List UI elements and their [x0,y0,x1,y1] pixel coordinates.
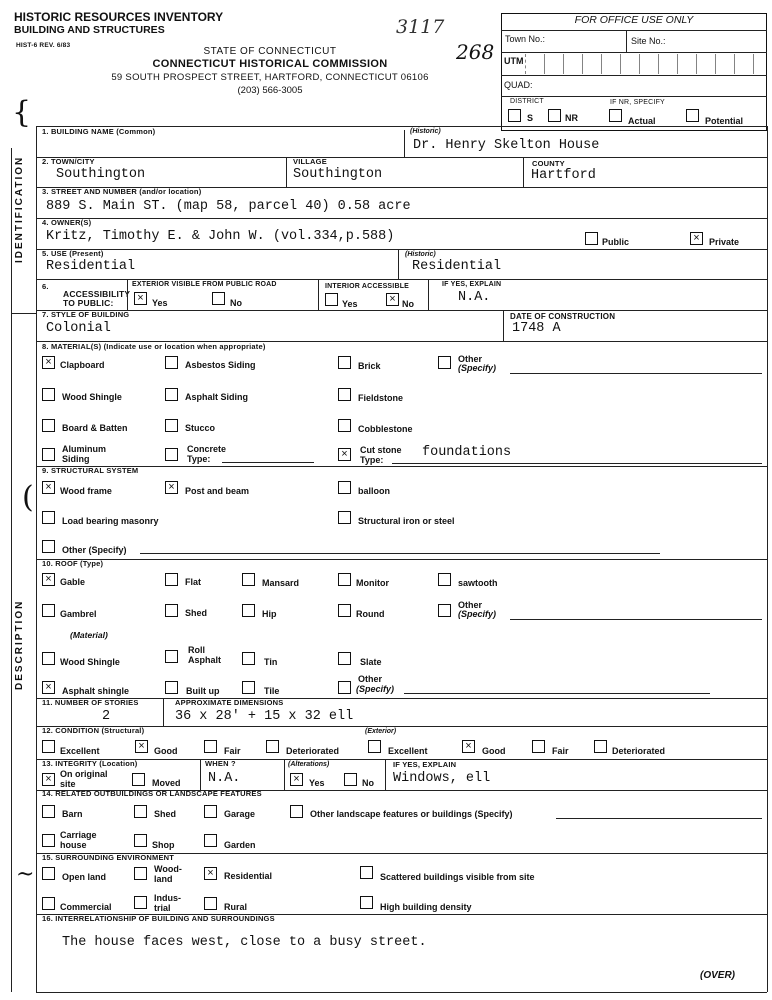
style-value[interactable]: Colonial [46,321,111,336]
utm-label: UTM [504,56,524,66]
outbuildings-garage-checkbox[interactable] [204,805,217,818]
ext-no-label: No [230,298,242,308]
use-present-value[interactable]: Residential [46,259,136,274]
integrity-moved-label: Moved [152,778,181,788]
structural-iron-label: Structural iron or steel [358,516,455,526]
material-other-label: Other [458,354,483,364]
roof-shed-checkbox[interactable] [165,604,178,617]
roof-wood-shingle-checkbox[interactable] [42,652,55,665]
condition-ext-good-checkbox[interactable]: × [462,740,475,753]
materials-label: 8. MATERIAL(S) (Indicate use or location when appropriate) [42,342,266,351]
material-cut-stone-type-label: Type: [360,455,384,465]
structural-wood-frame-label: Wood frame [60,486,112,496]
district-nr-label: NR [565,113,578,123]
condition-ext-excellent-checkbox[interactable] [368,740,381,753]
structural-label: 9. STRUCTURAL SYSTEM [42,466,139,475]
roof-asphalt-label: Asphalt [188,655,222,665]
roof-monitor-label: Monitor [356,578,389,588]
roof-material-label: (Material) [70,630,108,640]
use-present-label: 5. USE (Present) [42,249,104,258]
owner-public-checkbox[interactable] [585,232,598,245]
environment-label: 15. SURROUNDING ENVIRONMENT [42,853,175,862]
town-no-label: Town No.: [505,34,546,44]
material-concrete-type-label: Type: [187,454,211,464]
stories-value[interactable]: 2 [102,709,111,724]
street-value[interactable]: 889 S. Main ST. (map 58, parcel 40) 0.58 acre [46,199,411,214]
roof-flat-label: Flat [185,577,202,587]
roof-shed-label: Shed [185,608,208,618]
condition-ext-excellent-label: Excellent [388,746,428,756]
outbuildings-shed-label: Shed [154,809,177,819]
material-asbestos-checkbox[interactable] [165,356,178,369]
material-clapboard-checkbox[interactable]: × [42,356,55,369]
structural-balloon-label: balloon [358,486,390,496]
integrity-label: 13. INTEGRITY (Location) [42,759,138,768]
condition-ext-deteriorated-label: Deteriorated [612,746,666,756]
building-name-label: 1. BUILDING NAME (Common) [42,127,156,136]
structural-other-checkbox[interactable] [42,540,55,553]
roof-gambrel-checkbox[interactable] [42,604,55,617]
form-title: HISTORIC RESOURCES INVENTORY [14,10,224,24]
owner-private-checkbox[interactable]: × [690,232,703,245]
material-clapboard-label: Clapboard [60,360,105,370]
ext-visible-label: EXTERIOR VISIBLE FROM PUBLIC ROAD [132,281,277,288]
material-board-batten-label: Board & Batten [62,423,128,433]
env-trial-label: trial [154,903,171,913]
material-cut-stone-value[interactable]: foundations [422,445,512,460]
material-brick-label: Brick [358,361,381,371]
env-residential-checkbox[interactable]: × [204,867,217,880]
env-wood-label: Wood- [154,864,182,874]
material-cobblestone-label: Cobblestone [358,424,413,434]
int-access-label: INTERIOR ACCESSIBLE [325,283,410,290]
integrity-alt-no-label: No [362,778,374,788]
roof-hip-label: Hip [262,609,277,619]
village-label: VILLAGE [293,157,327,166]
structural-balloon-checkbox[interactable] [338,481,351,494]
integrity-moved-checkbox[interactable] [132,773,145,786]
access-explain-value[interactable]: N.A. [458,290,491,305]
condition-ext-fair-checkbox[interactable] [532,740,545,753]
material-fieldstone-checkbox[interactable] [338,388,351,401]
roof-mansard-checkbox[interactable] [242,573,255,586]
material-wood-shingle-label: Wood Shingle [62,392,122,402]
material-stucco-checkbox[interactable] [165,419,178,432]
date-value[interactable]: 1748 A [512,321,561,336]
structural-post-beam-checkbox[interactable]: × [165,481,178,494]
material-wood-shingle-checkbox[interactable] [42,388,55,401]
roof-label: 10. ROOF (Type) [42,559,104,568]
commission-name: CONNECTICUT HISTORICAL COMMISSION [152,58,388,70]
interrelationship-value[interactable]: The house faces west, close to a busy street. [62,935,427,950]
material-asbestos-label: Asbestos Siding [185,360,256,370]
roof-other-label: Other [458,600,483,610]
structural-load-bearing-checkbox[interactable] [42,511,55,524]
roof-sawtooth-label: sawtooth [458,578,498,588]
form-id: HIST-6 REV. 6/83 [16,42,71,49]
roof-asphalt-shingle-label: Asphalt shingle [62,686,130,696]
roof-tin-checkbox[interactable] [242,652,255,665]
county-label: COUNTY [532,159,565,168]
roof-built-up-checkbox[interactable] [165,681,178,694]
structural-wood-frame-checkbox[interactable]: × [42,481,55,494]
condition-ext-fair-label: Fair [552,746,569,756]
material-brick-checkbox[interactable] [338,356,351,369]
outbuildings-garden-checkbox[interactable] [204,834,217,847]
access-label-2: TO PUBLIC: [63,298,114,308]
int-yes-checkbox[interactable] [325,293,338,306]
outbuildings-shop-label: Shop [152,840,175,850]
roof-built-up-label: Built up [186,686,220,696]
condition-label: 12. CONDITION (Structural) [42,726,145,735]
condition-ext-good-label: Good [482,746,506,756]
condition-ext-deteriorated-checkbox[interactable] [594,740,607,753]
integrity-when-value[interactable]: N.A. [208,771,241,786]
roof-roll-asphalt-checkbox[interactable] [165,650,178,663]
roof-slate-label: Slate [360,657,382,667]
env-land-label: land [154,874,173,884]
roof-flat-checkbox[interactable] [165,573,178,586]
stamp-number: 3117 [396,16,445,38]
utm-grid [525,54,766,74]
roof-tin-label: Tin [264,657,278,667]
outbuildings-barn-checkbox[interactable] [42,805,55,818]
condition-struct-good-label: Good [154,746,178,756]
integrity-original-label: On original [60,769,108,779]
over-label: (OVER) [700,970,735,981]
structural-other-label: Other (Specify) [62,545,127,555]
punch-mark-icon: { [12,95,32,130]
outbuildings-barn-label: Barn [62,809,83,819]
form-subtitle: BUILDING AND STRUCTURES [14,24,165,36]
nr-potential-label: Potential [705,116,744,126]
town-label: 2. TOWN/CITY [42,157,95,166]
historic-name-label: (Historic) [410,128,441,135]
material-asphalt-siding-label: Asphalt Siding [185,392,248,402]
material-asphalt-siding-checkbox[interactable] [165,388,178,401]
integrity-when-label: WHEN ? [205,759,236,768]
date-label: DATE OF CONSTRUCTION [510,312,616,321]
village-value[interactable]: Southington [293,167,383,182]
integrity-alt-yes-label: Yes [309,778,325,788]
access-label: ACCESSIBILITY [63,289,131,299]
outbuildings-carriage-label: Carriage [60,830,97,840]
env-scattered-label: Scattered buildings visible from site [380,872,535,882]
handwritten-number: 268 [456,40,495,64]
district-label: DISTRICT [510,98,544,105]
roof-gable-label: Gable [60,577,86,587]
condition-exterior-label: (Exterior) [365,728,397,735]
int-yes-label: Yes [342,299,358,309]
env-industrial-checkbox[interactable] [134,896,147,909]
material-stucco-label: Stucco [185,423,216,433]
roof-monitor-checkbox[interactable] [338,573,351,586]
env-high-density-checkbox[interactable] [360,896,373,909]
roof-wood-shingle-label: Wood Shingle [60,657,120,667]
material-cut-stone-label: Cut stone [360,445,402,455]
roof-gable-checkbox[interactable]: × [42,573,55,586]
integrity-original-checkbox[interactable]: × [42,773,55,786]
structural-post-beam-label: Post and beam [185,486,250,496]
env-woodland-checkbox[interactable] [134,867,147,880]
material-fieldstone-label: Fieldstone [358,393,404,403]
roof-specify2-label: (Specify) [356,684,395,694]
env-rural-label: Rural [224,902,248,912]
outbuildings-garage-label: Garage [224,809,256,819]
condition-struct-good-checkbox[interactable]: × [135,740,148,753]
punch-mark-icon: ( [22,480,34,515]
nr-actual-checkbox[interactable] [609,109,622,122]
owner-private-label: Private [709,237,740,247]
ext-yes-label: Yes [152,298,168,308]
owner-public-label: Public [602,237,630,247]
env-open-land-checkbox[interactable] [42,867,55,880]
env-open-land-label: Open land [62,872,107,882]
outbuildings-label: 14. RELATED OUTBUILDINGS OR LANDSCAPE FEATURES [42,789,262,798]
if-nr-label: IF NR, SPECIFY [610,99,665,106]
roof-round-checkbox[interactable] [338,604,351,617]
roof-tile-label: Tile [264,686,280,696]
outbuildings-shop-checkbox[interactable] [134,834,147,847]
roof-asphalt-shingle-checkbox[interactable]: × [42,681,55,694]
roof-sawtooth-checkbox[interactable] [438,573,451,586]
env-scattered-checkbox[interactable] [360,866,373,879]
env-high-density-label: High building density [380,902,472,912]
access-number: 6. [42,282,49,291]
nr-actual-label: Actual [628,116,656,126]
owner-value[interactable]: Kritz, Timothy E. & John W. (vol.334,p.588) [46,229,395,244]
ext-no-checkbox[interactable] [212,292,225,305]
county-value[interactable]: Hartford [531,168,596,183]
stories-label: 11. NUMBER OF STORIES [42,698,139,707]
integrity-alt-no-checkbox[interactable] [344,773,357,786]
env-commercial-checkbox[interactable] [42,897,55,910]
town-value[interactable]: Southington [56,167,146,182]
office-use-title: FOR OFFICE USE ONLY [574,14,694,26]
material-board-batten-checkbox[interactable] [42,419,55,432]
quad-label: QUAD: [504,80,533,90]
historic-name-value[interactable]: Dr. Henry Skelton House [413,138,600,153]
condition-struct-excellent-checkbox[interactable] [42,740,55,753]
material-other-checkbox[interactable] [438,356,451,369]
outbuildings-other-checkbox[interactable] [290,805,303,818]
condition-struct-fair-label: Fair [224,746,241,756]
roof-slate-checkbox[interactable] [338,652,351,665]
use-historic-label: (Historic) [405,251,436,258]
outbuildings-garden-label: Garden [224,840,256,850]
district-s-label: S [527,113,534,123]
material-aluminum-label: Aluminum [62,444,106,454]
side-label-description: DESCRIPTION [14,599,25,690]
integrity-site-label: site [60,779,76,789]
env-residential-label: Residential [224,871,273,881]
side-label-identification: IDENTIFICATION [14,155,25,263]
roof-mansard-label: Mansard [262,578,300,588]
int-no-checkbox[interactable]: × [386,293,399,306]
use-historic-value[interactable]: Residential [412,259,502,274]
int-no-label: No [402,299,414,309]
outbuildings-shed-checkbox[interactable] [134,805,147,818]
condition-struct-deteriorated-label: Deteriorated [286,746,340,756]
condition-struct-excellent-label: Excellent [60,746,100,756]
district-nr-checkbox[interactable] [548,109,561,122]
condition-struct-deteriorated-checkbox[interactable] [266,740,279,753]
interrelationship-label: 16. INTERRELATIONSHIP OF BUILDING AND SURROUNDINGS [42,914,275,923]
structural-iron-checkbox[interactable] [338,511,351,524]
material-specify-label: (Specify) [458,363,497,373]
integrity-alterations-label: (Alterations) [288,761,330,768]
env-commercial-label: Commercial [60,902,112,912]
owner-label: 4. OWNER(S) [42,218,92,227]
integrity-alt-yes-checkbox[interactable]: × [290,773,303,786]
env-rural-checkbox[interactable] [204,897,217,910]
nr-potential-checkbox[interactable] [686,109,699,122]
style-label: 7. STYLE OF BUILDING [42,310,130,319]
roof-hip-checkbox[interactable] [242,604,255,617]
material-concrete-checkbox[interactable] [165,448,178,461]
roof-other2-checkbox[interactable] [338,681,351,694]
roof-tile-checkbox[interactable] [242,681,255,694]
condition-struct-fair-checkbox[interactable] [204,740,217,753]
ext-yes-checkbox[interactable]: × [134,292,147,305]
district-s-checkbox[interactable] [508,109,521,122]
commission-phone: (203) 566-3005 [237,85,303,96]
roof-roll-label: Roll [188,645,205,655]
env-indus-label: Indus- [154,893,181,903]
roof-other2-label: Other [358,674,383,684]
outbuildings-house-label: house [60,840,87,850]
roof-gambrel-label: Gambrel [60,609,97,619]
outbuildings-other-label: Other landscape features or buildings (Specify) [310,809,513,819]
dimensions-label: APPROXIMATE DIMENSIONS [175,698,284,707]
material-cut-stone-checkbox[interactable]: × [338,448,351,461]
dimensions-value[interactable]: 36 x 28' + 15 x 32 ell [175,709,354,724]
structural-load-bearing-label: Load bearing masonry [62,516,159,526]
roof-other-checkbox[interactable] [438,604,451,617]
site-no-label: Site No.: [631,36,666,46]
material-aluminum-checkbox[interactable] [42,448,55,461]
material-aluminum-siding-label: Siding [62,454,90,464]
street-label: 3. STREET AND NUMBER (and/or location) [42,187,202,196]
roof-round-label: Round [356,609,385,619]
state-line: STATE OF CONNECTICUT [203,46,337,57]
roof-specify-label: (Specify) [458,609,497,619]
outbuildings-carriage-checkbox[interactable] [42,834,55,847]
access-explain-label: IF YES, EXPLAIN [442,281,502,288]
integrity-explain-label: IF YES, EXPLAIN [393,760,457,769]
commission-address: 59 SOUTH PROSPECT STREET, HARTFORD, CONNECTICUT 06106 [111,72,429,83]
punch-mark-icon: ~ [16,862,35,887]
material-cobblestone-checkbox[interactable] [338,419,351,432]
integrity-explain-value[interactable]: Windows, ell [393,771,491,786]
material-concrete-label: Concrete [187,444,227,454]
